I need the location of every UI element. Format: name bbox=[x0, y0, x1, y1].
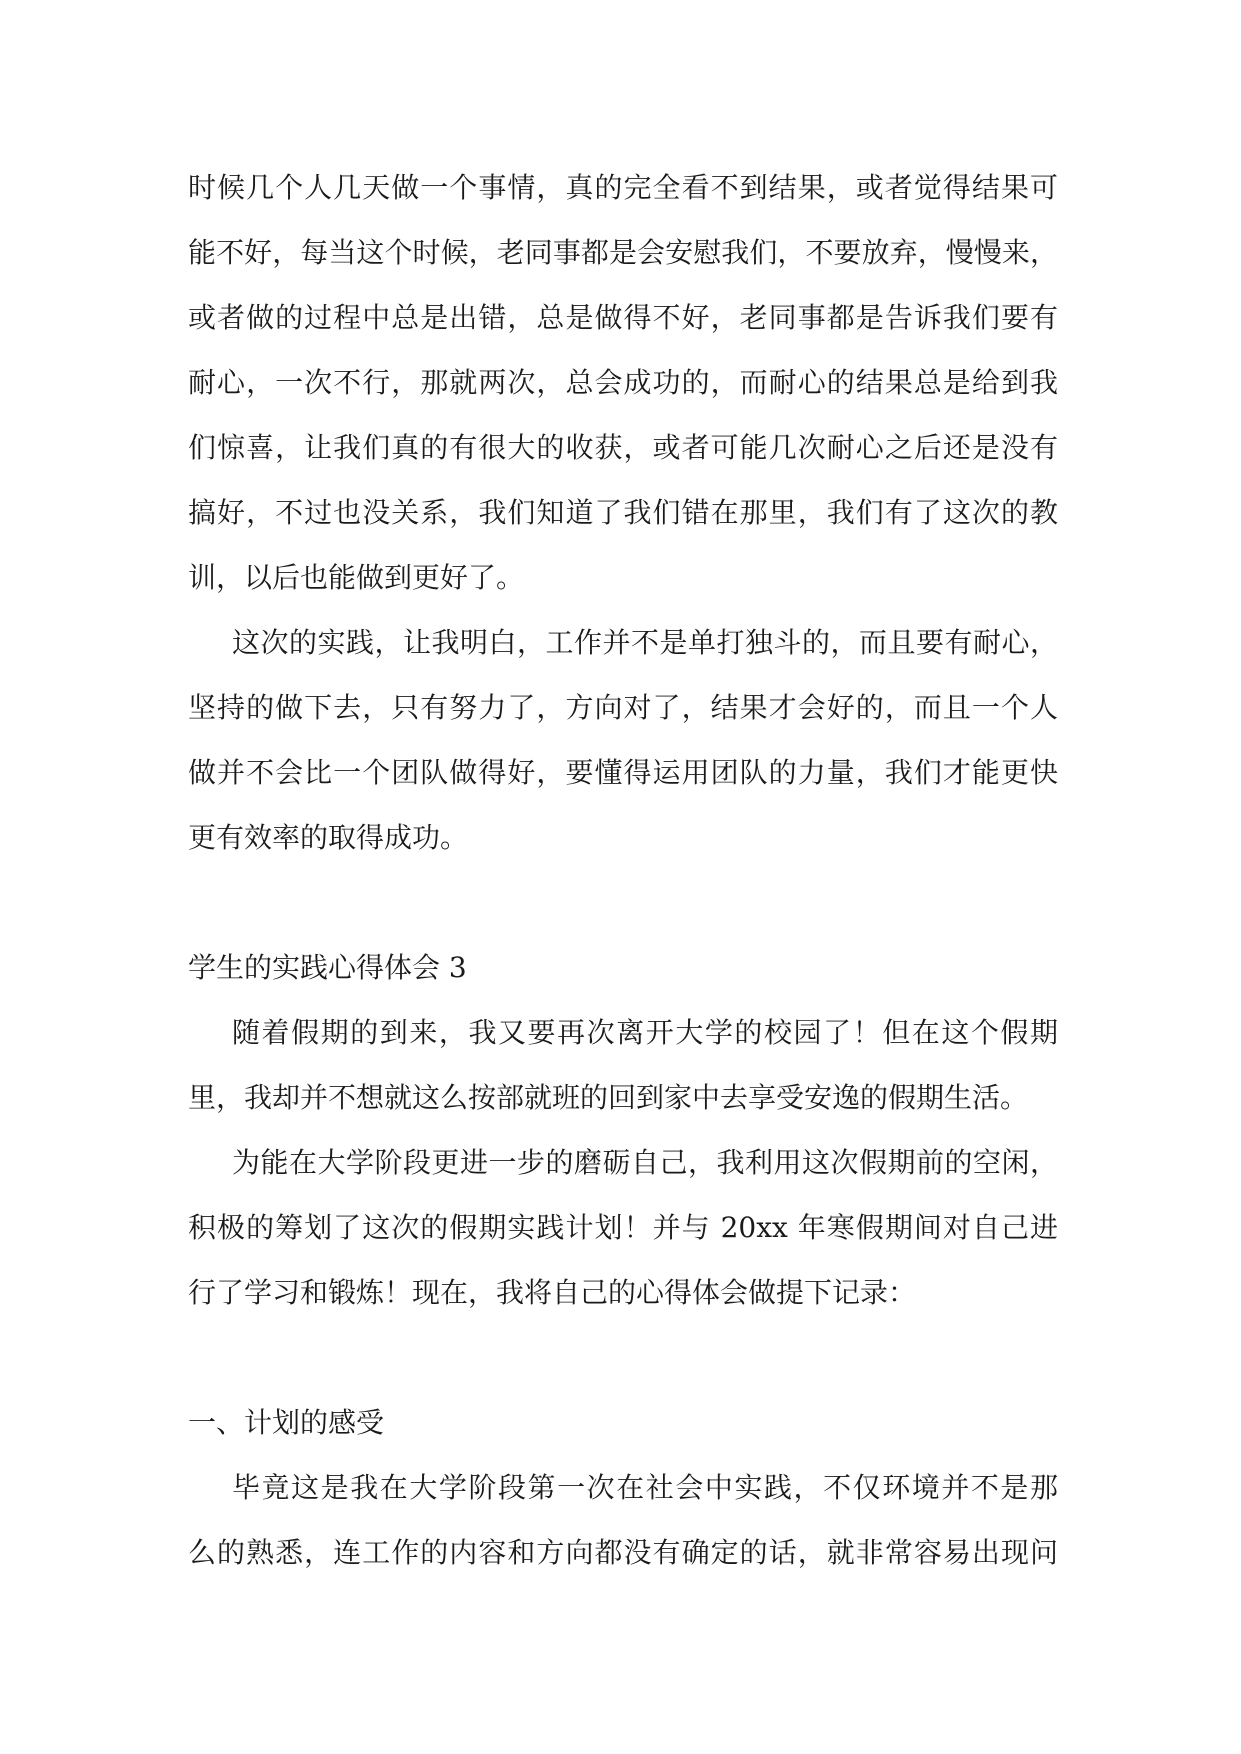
blank-line bbox=[188, 870, 1058, 935]
text-line: 积极的筹划了这次的假期实践计划！并与 20xx 年寒假期间对自己进 bbox=[188, 1211, 1058, 1244]
text-line: 时候几个人几天做一个事情，真的完全看不到结果，或者觉得结果可 bbox=[188, 171, 1058, 204]
paragraph-4 bbox=[188, 1130, 1058, 1325]
text-line: 坚持的做下去，只有努力了，方向对了，结果才会好的，而且一个人 bbox=[188, 691, 1058, 724]
text-line: 做并不会比一个团队做得好，要懂得运用团队的力量，我们才能更快 bbox=[188, 756, 1058, 789]
paragraph-5 bbox=[188, 1455, 1058, 1585]
text-line: 毕竟这是我在大学阶段第一次在社会中实践，不仅环境并不是那 bbox=[232, 1471, 1058, 1504]
text-line: 能不好，每当这个时候，老同事都是会安慰我们，不要放弃，慢慢来， bbox=[188, 236, 1058, 269]
blank-line bbox=[188, 1325, 1058, 1390]
text-line: 更有效率的取得成功。 bbox=[188, 821, 469, 854]
paragraph-3 bbox=[188, 1000, 1058, 1130]
text-line: 搞好，不过也没关系，我们知道了我们错在那里，我们有了这次的教 bbox=[188, 496, 1058, 529]
text-line: 耐心，一次不行，那就两次，总会成功的，而耐心的结果总是给到我 bbox=[188, 366, 1058, 399]
text-line: 或者做的过程中总是出错，总是做得不好，老同事都是告诉我们要有 bbox=[188, 301, 1058, 334]
document-body bbox=[188, 155, 1058, 1585]
text-line: 这次的实践，让我明白，工作并不是单打独斗的，而且要有耐心， bbox=[232, 626, 1058, 659]
text-line: 里，我却并不想就这么按部就班的回到家中去享受安逸的假期生活。 bbox=[188, 1081, 1029, 1114]
text-line: 行了学习和锻炼！现在，我将自己的心得体会做提下记录： bbox=[188, 1276, 917, 1309]
subsection-heading: 一、计划的感受 bbox=[188, 1406, 385, 1439]
paragraph-2 bbox=[188, 610, 1058, 870]
text-line: 么的熟悉，连工作的内容和方向都没有确定的话，就非常容易出现问 bbox=[188, 1536, 1058, 1569]
text-line: 随着假期的到来，我又要再次离开大学的校园了！但在这个假期 bbox=[232, 1016, 1058, 1049]
text-line: 们惊喜，让我们真的有很大的收获，或者可能几次耐心之后还是没有 bbox=[188, 431, 1058, 464]
section-heading: 学生的实践心得体会 3 bbox=[188, 951, 467, 984]
text-line: 训，以后也能做到更好了。 bbox=[188, 561, 525, 594]
text-line: 为能在大学阶段更进一步的磨砺自己，我利用这次假期前的空闲， bbox=[232, 1146, 1058, 1179]
paragraph-1 bbox=[188, 155, 1058, 610]
